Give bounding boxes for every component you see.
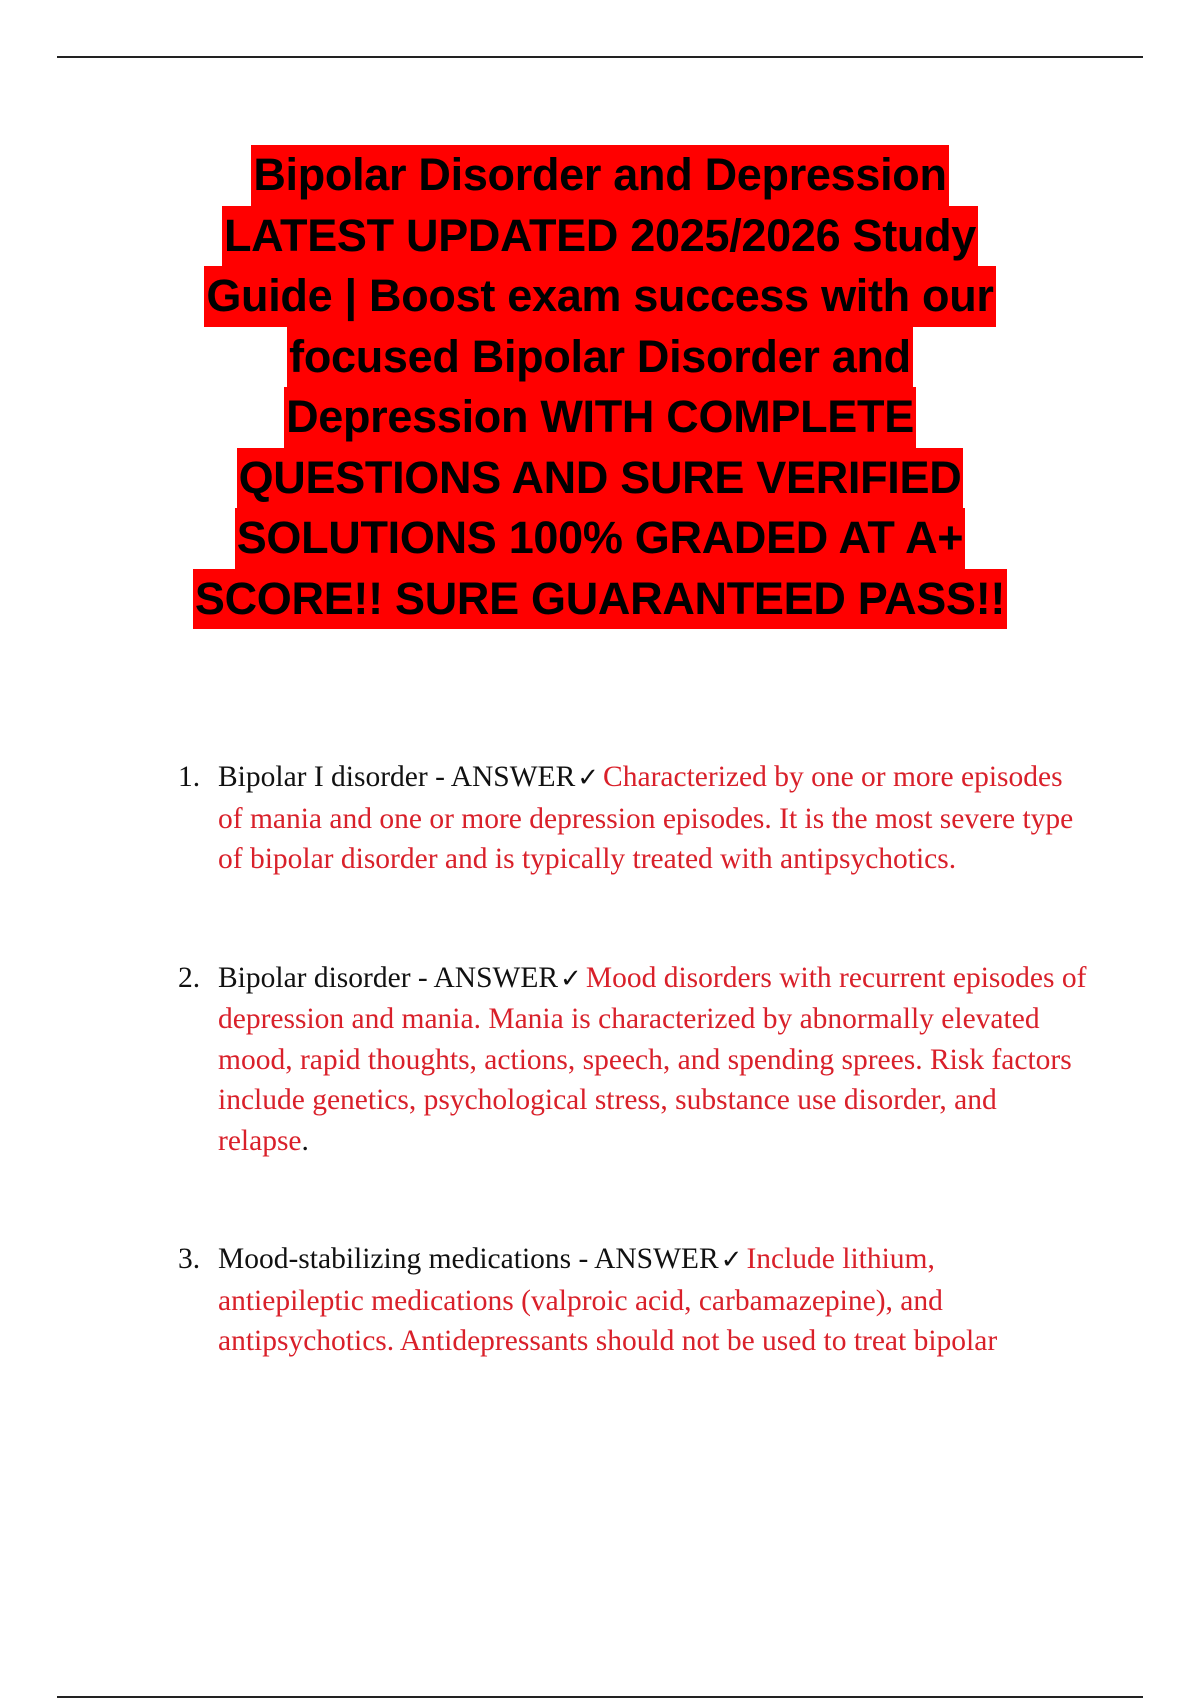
item-number: 2. — [178, 961, 201, 994]
checkmark-icon: ✓ — [720, 1245, 743, 1275]
title-line: SCORE!! SURE GUARANTEED PASS!! — [193, 569, 1007, 630]
checkmark-icon: ✓ — [577, 763, 600, 793]
title-line: SOLUTIONS 100% GRADED AT A+ — [235, 508, 966, 569]
question-answer-list — [178, 757, 1088, 1362]
item-number: 1. — [178, 761, 201, 793]
qa-item — [178, 958, 1088, 1162]
top-divider — [57, 56, 1143, 58]
qa-item — [178, 1239, 1088, 1362]
question-term: Mood-stabilizing medications — [218, 1243, 572, 1275]
separator: - — [578, 1243, 589, 1275]
answer-text: Include lithium, antiepileptic medications (valproic acid, carbamazepine), and antipsychotics. Antidepressants should not be used to treat bipolar — [218, 1243, 998, 1357]
answer-label: ANSWER — [594, 1243, 719, 1275]
question-term: Bipolar disorder — [218, 961, 411, 994]
bottom-divider — [57, 1696, 1143, 1698]
answer-text: Mood disorders with recurrent episodes of depression and mania. Mania is characterized by abnormally elevated mood, rapid thoughts, actions, speech, and spending sprees. Risk factors include genetics, psychological stress, substance use disorder, and relapse — [218, 961, 1087, 1157]
question-term: Bipolar I disorder — [218, 761, 428, 793]
answer-tail: . — [301, 1124, 309, 1157]
answer-text: Characterized by one or more episodes of mania and one or more depression episodes. It is the most severe type of bipolar disorder and is typically treated with antipsychotics. — [218, 761, 1074, 875]
title-line: LATEST UPDATED 2025/2026 Study — [222, 206, 978, 267]
title-line: Bipolar Disorder and Depression — [251, 145, 948, 206]
title-line: QUESTIONS AND SURE VERIFIED — [237, 448, 964, 509]
title-line: Guide | Boost exam success with our — [204, 266, 995, 327]
qa-item — [178, 757, 1088, 880]
answer-label: ANSWER — [450, 761, 576, 793]
separator: - — [417, 961, 428, 994]
checkmark-icon: ✓ — [560, 963, 582, 994]
separator: - — [435, 761, 445, 793]
title-line: Depression WITH COMPLETE — [284, 387, 916, 448]
answer-label: ANSWER — [433, 961, 559, 994]
item-number: 3. — [178, 1243, 201, 1275]
document-title — [120, 145, 1080, 629]
title-line: focused Bipolar Disorder and — [287, 327, 913, 388]
